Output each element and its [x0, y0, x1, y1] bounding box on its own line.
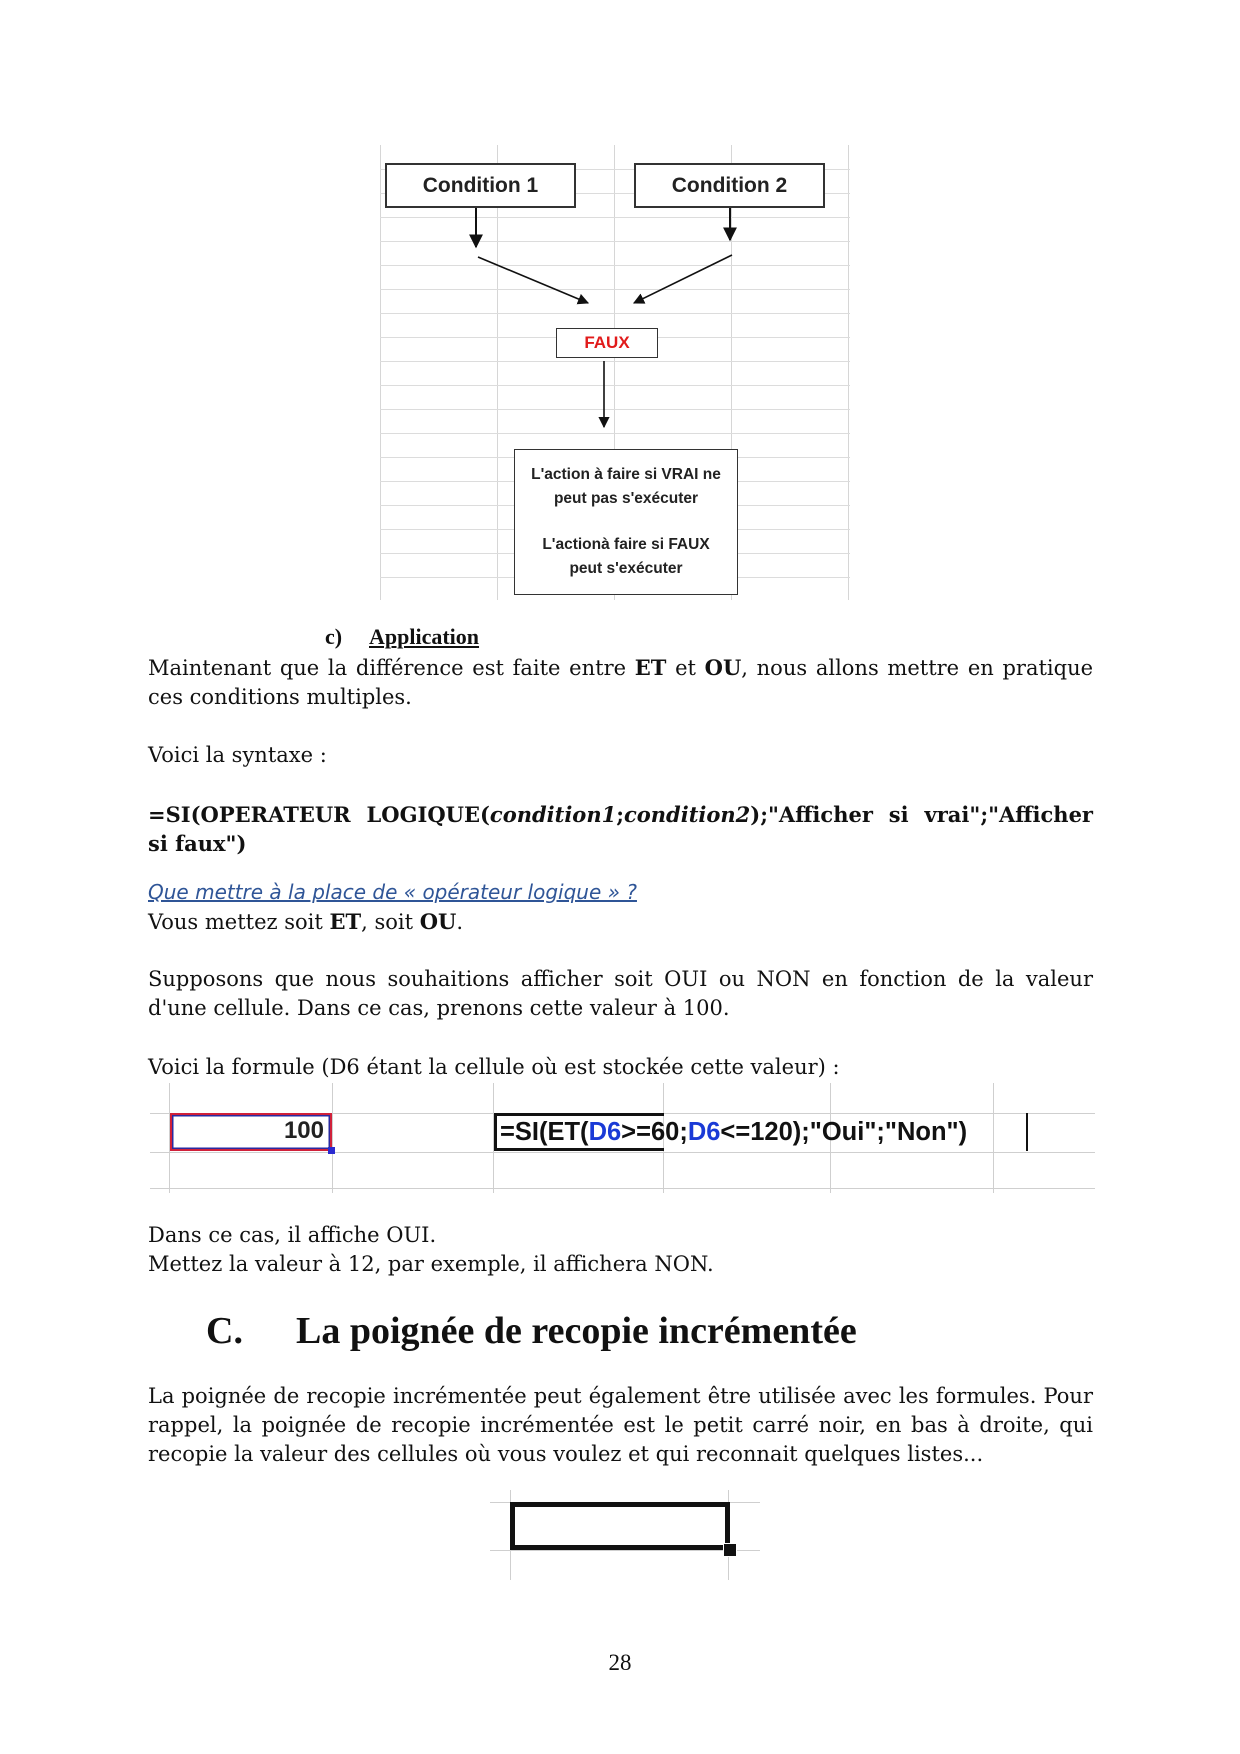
- text-span: et: [666, 656, 705, 680]
- paragraph-example: Supposons que nous souhaitions afficher soit OUI ou NON en fonction de la valeur d'une cellule. Dans ce cas, prenons cette valeur à 100.: [148, 967, 1093, 1020]
- paragraph-syntax-intro: Voici la syntaxe :: [148, 743, 327, 767]
- spreadsheet-example: [150, 1083, 1095, 1193]
- paragraph-result: [148, 1221, 1093, 1279]
- paragraph-fill-handle: La poignée de recopie incrémentée peut également être utilisée avec les formules. Pour rappel, la poignée de recopie incrémentée est le petit carré noir, en bas à droite, qui recopie la valeur des cellules où vous voulez et qui reconnait quelques listes...: [148, 1384, 1093, 1466]
- section-title: La poignée de recopie incrémentée: [296, 1310, 857, 1352]
- keyword-ou: OU: [704, 655, 742, 680]
- text-span: , soit: [361, 910, 420, 934]
- flow-diagram: [380, 145, 850, 600]
- syntax-condition1: condition1: [489, 802, 617, 827]
- condition1-box: [385, 163, 576, 208]
- cell-value: 100: [283, 1117, 324, 1144]
- keyword-et: ET: [329, 909, 362, 934]
- result-line-1: Dans ce cas, il affiche OUI.: [148, 1223, 437, 1247]
- text-span: Maintenant que la différence est faite entre: [148, 656, 635, 680]
- action-box: [514, 449, 738, 595]
- syntax-separator: ;: [616, 802, 624, 827]
- syntax-formula: [148, 800, 1093, 858]
- action-line-1: L'action à faire si VRAI ne: [531, 466, 721, 483]
- syntax-part: );"Afficher si vrai";"Afficher si faux"): [148, 802, 1093, 856]
- condition2-label: Condition 2: [671, 173, 788, 197]
- faux-box: [556, 328, 658, 358]
- action-line-4: peut s'exécuter: [569, 560, 683, 577]
- formula-reference: D6: [687, 1118, 721, 1146]
- faux-label: FAUX: [584, 333, 630, 352]
- text-span: , nous allons mettre en pratique ces conditions multiples.: [148, 656, 1094, 709]
- action-line-2: peut pas s'exécuter: [553, 490, 699, 507]
- fill-handle-illustration: [490, 1490, 760, 1580]
- formula-reference: D6: [588, 1118, 622, 1146]
- action-line-3: L'actionà faire si FAUX: [542, 536, 710, 553]
- question-line: [148, 878, 1093, 907]
- section-heading: [206, 1308, 857, 1354]
- keyword-et: ET: [634, 655, 667, 680]
- question-link[interactable]: Que mettre à la place de « opérateur logique » ?: [148, 880, 637, 904]
- selected-cell[interactable]: [510, 1502, 730, 1550]
- condition1-label: Condition 1: [422, 173, 539, 197]
- section-letter: C.: [206, 1310, 243, 1352]
- fill-handle[interactable]: [328, 1147, 335, 1154]
- page-number: 28: [608, 1650, 632, 1675]
- text-span: Vous mettez soit: [148, 910, 330, 934]
- paragraph-intro: [148, 653, 1093, 712]
- text-span: .: [456, 910, 464, 934]
- result-line-2: Mettez la valeur à 12, par exemple, il affichera NON.: [148, 1252, 714, 1276]
- paragraph-formula-intro: Voici la formule (D6 étant la cellule où est stockée cette valeur) :: [148, 1055, 840, 1079]
- value-cell[interactable]: [170, 1113, 332, 1151]
- formula-part: <=120);"Oui";"Non"): [720, 1118, 968, 1146]
- syntax-part: =SI(OPERATEUR LOGIQUE(: [148, 802, 490, 827]
- condition2-box: [634, 163, 825, 208]
- subsection-number: c): [325, 624, 343, 649]
- fill-handle[interactable]: [723, 1543, 737, 1557]
- keyword-ou: OU: [419, 909, 457, 934]
- text-cursor: [1026, 1113, 1028, 1151]
- subsection-title: Application: [369, 624, 480, 649]
- paragraph-answer: [148, 907, 1093, 937]
- formula-text: [500, 1114, 967, 1150]
- formula-part: >=60;: [621, 1118, 688, 1146]
- syntax-condition2: condition2: [623, 802, 751, 827]
- formula-part: =SI(ET(: [500, 1118, 589, 1146]
- subsection-heading: [325, 624, 479, 650]
